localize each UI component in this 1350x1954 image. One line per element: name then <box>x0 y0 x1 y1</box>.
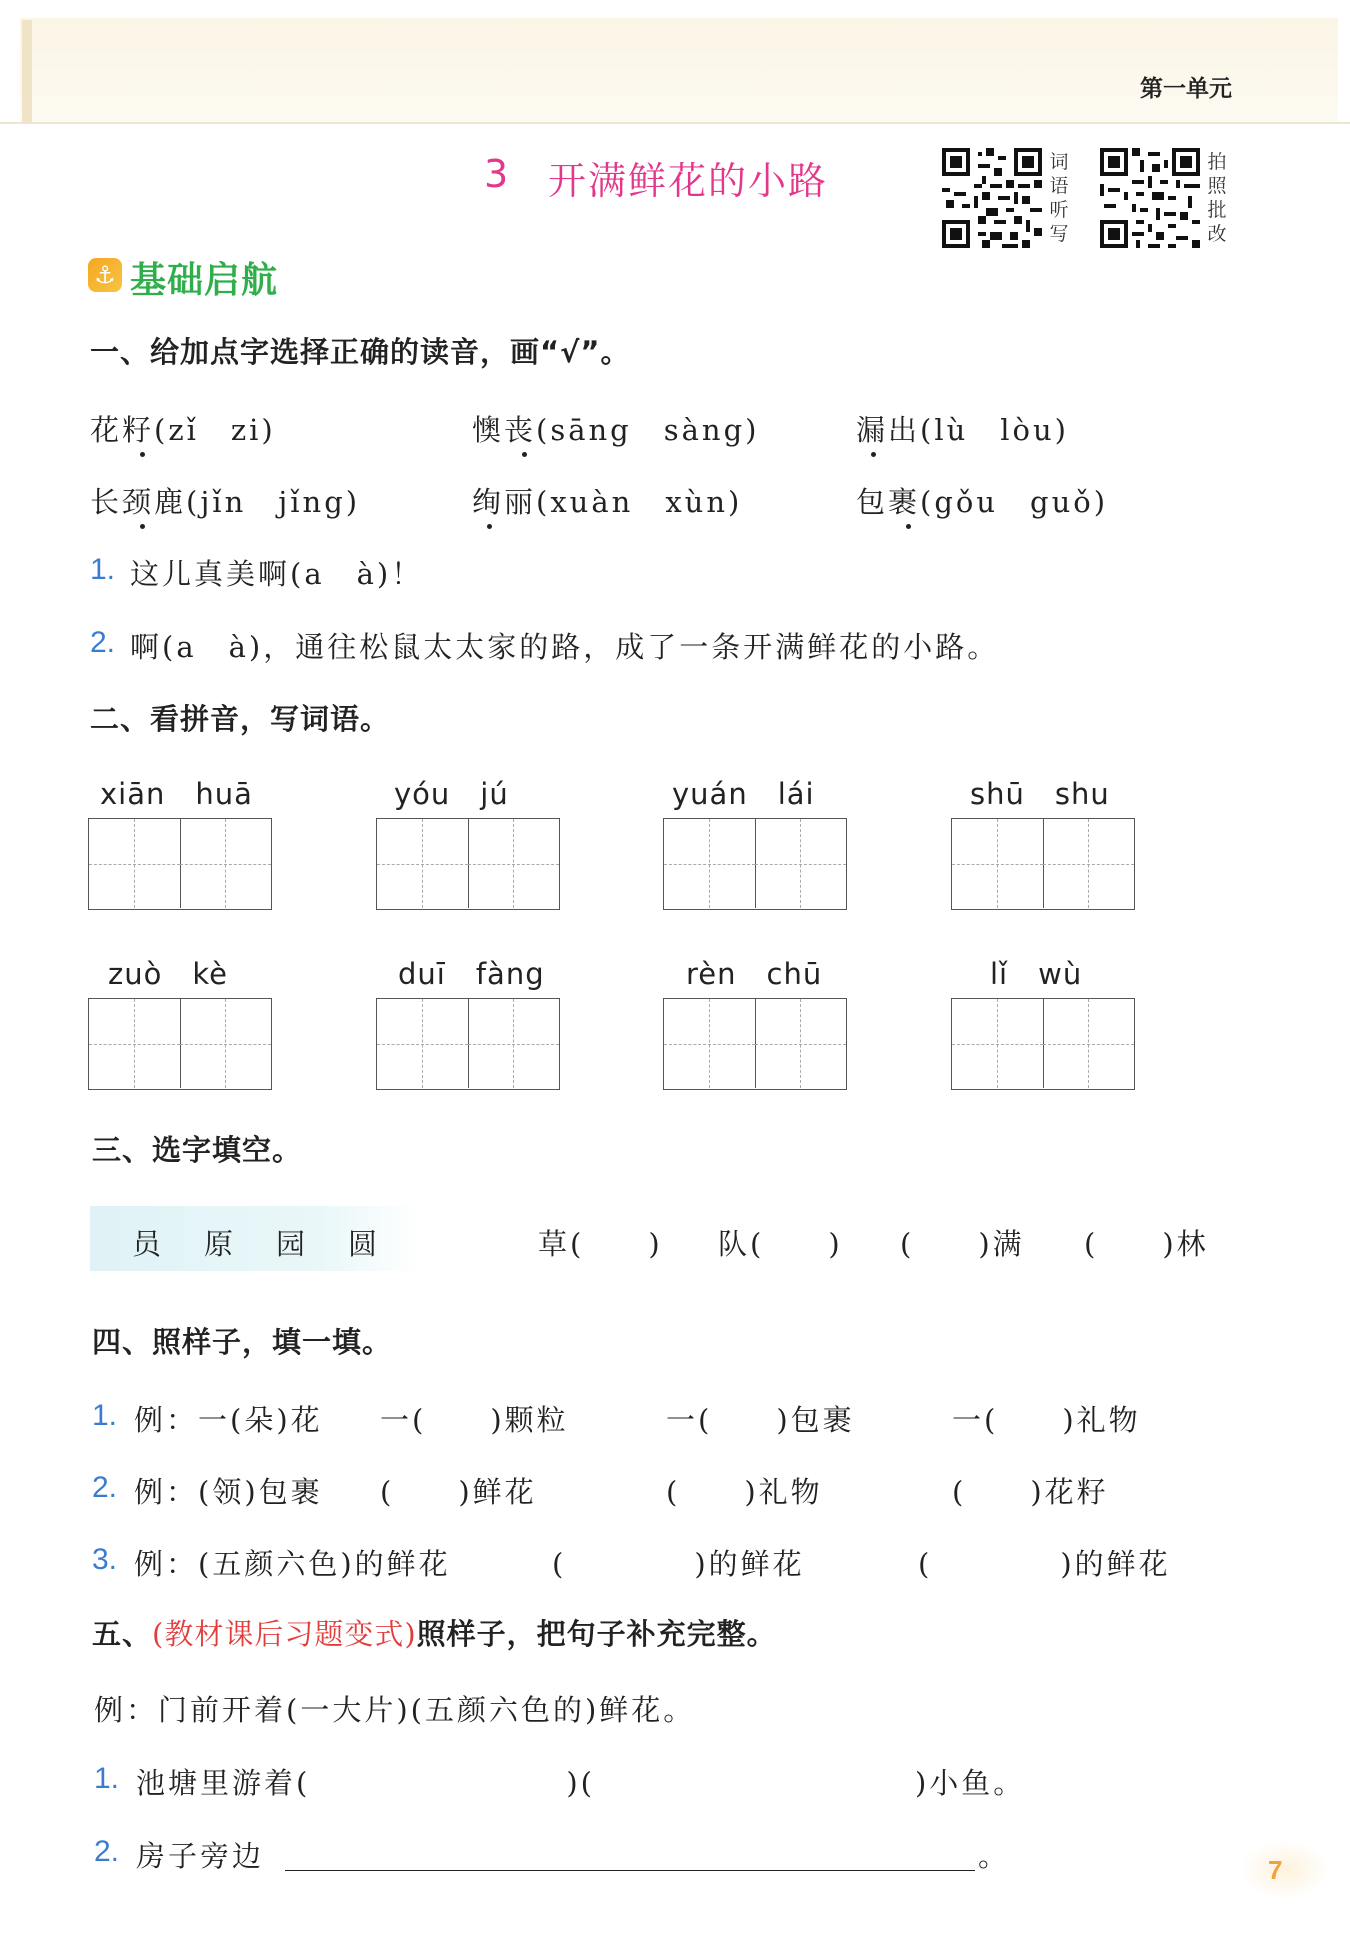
writing-grid[interactable] <box>88 818 272 910</box>
q1-item-louchu: 漏出(lù lòu) <box>856 413 1069 447</box>
q5-sentence-1[interactable]: 池塘里游着( )( )小鱼。 <box>136 1766 1026 1800</box>
q5-example: 例：门前开着(一大片)(五颜六色的)鲜花。 <box>94 1693 696 1727</box>
q1-heading: 一、给加点字选择正确的读音，画“√”。 <box>90 335 631 369</box>
q3-heading: 三、选字填空。 <box>92 1133 303 1167</box>
fill-blank[interactable]: ( )礼物 <box>666 1475 823 1509</box>
pinyin-label: lǐ wù <box>990 957 1083 991</box>
q1-sentence-2: 啊(a à)，通往松鼠太太家的路，成了一条开满鲜花的小路。 <box>130 630 1000 664</box>
q4-item-number: 2. <box>92 1471 118 1504</box>
q1-item-xuanli: 绚丽(xuàn xùn) <box>472 485 743 519</box>
q1-item-number: 2. <box>90 626 116 659</box>
q5-item-number: 2. <box>94 1835 120 1868</box>
choice-char: 园 <box>276 1227 306 1261</box>
writing-grid[interactable] <box>88 998 272 1090</box>
emphasis-dot <box>906 524 911 529</box>
anchor-icon: ⚓ <box>88 258 122 292</box>
emphasis-dot <box>140 524 145 529</box>
section-title: 基础启航 <box>130 260 279 301</box>
qr-code-dictation-icon[interactable] <box>942 148 1042 248</box>
q1-item-number: 1. <box>90 553 116 586</box>
q1-item-baoguo: 包裹(gǒu guǒ) <box>856 485 1109 519</box>
qr-code-photo-grading-icon[interactable] <box>1100 148 1200 248</box>
writing-grid[interactable] <box>951 998 1135 1090</box>
emphasis-dot <box>522 452 527 457</box>
q5-heading-source-tag: (教材课后习题变式) <box>152 1617 417 1651</box>
choice-char: 员 <box>132 1227 162 1261</box>
pinyin-label: xiān huā <box>100 777 253 811</box>
fill-blank[interactable]: ( )的鲜花 <box>552 1547 805 1581</box>
lesson-number: 3 <box>484 152 509 196</box>
choice-char: 圆 <box>348 1227 378 1261</box>
writing-grid[interactable] <box>663 818 847 910</box>
q1-item-aosang: 懊丧(sāng sàng) <box>472 413 760 447</box>
pinyin-label: yóu jú <box>394 777 509 811</box>
pinyin-label: shū shu <box>970 777 1110 811</box>
q5-heading-prefix: 五、 <box>92 1617 153 1651</box>
q5-sentence-2-end: 。 <box>978 1839 1011 1873</box>
emphasis-dot <box>487 524 492 529</box>
q4-heading: 四、照样子，填一填。 <box>92 1325 393 1359</box>
fill-blank[interactable]: 一( )颗粒 <box>380 1403 569 1437</box>
emphasis-dot <box>140 452 145 457</box>
fill-blank[interactable]: ( )满 <box>900 1227 1025 1261</box>
fill-blank[interactable]: 一( )包裹 <box>666 1403 855 1437</box>
fill-blank[interactable]: 一( )礼物 <box>952 1403 1141 1437</box>
unit-label: 第一单元 <box>1140 75 1232 101</box>
writing-grid[interactable] <box>663 998 847 1090</box>
page-number-bg <box>1240 1840 1330 1900</box>
pinyin-label: rèn chū <box>686 957 823 991</box>
fill-blank[interactable]: ( )的鲜花 <box>918 1547 1171 1581</box>
fill-blank[interactable]: ( )鲜花 <box>380 1475 537 1509</box>
qr-label-dictation: 词语听写 <box>1049 151 1069 245</box>
writing-grid[interactable] <box>376 998 560 1090</box>
header-divider <box>0 122 1350 124</box>
fill-blank[interactable]: 草( ) <box>538 1227 663 1261</box>
emphasis-dot <box>871 452 876 457</box>
q2-heading: 二、看拼音，写词语。 <box>90 702 391 736</box>
q5-sentence-2: 房子旁边 <box>136 1839 265 1873</box>
page-number: 7 <box>1268 1855 1283 1885</box>
q4-example: 例：一(朵)花 <box>134 1403 323 1437</box>
answer-line[interactable] <box>285 1870 975 1871</box>
writing-grid[interactable] <box>376 818 560 910</box>
pinyin-label: yuán lái <box>672 777 815 811</box>
q5-heading <box>92 1612 777 1653</box>
choice-char: 原 <box>204 1227 234 1261</box>
q4-item-number: 3. <box>92 1543 118 1576</box>
binding-strip <box>22 20 32 124</box>
fill-blank[interactable]: ( )林 <box>1084 1227 1209 1261</box>
q1-item-changjinglu: 长颈鹿(jǐn jǐng) <box>90 485 361 519</box>
q4-example: 例：(五颜六色)的鲜花 <box>134 1547 451 1581</box>
q5-heading-suffix: 照样子，把句子补充完整。 <box>416 1617 777 1651</box>
writing-grid[interactable] <box>951 818 1135 910</box>
q4-example: 例：(领)包裹 <box>134 1475 323 1509</box>
q1-item-huazi: 花籽(zǐ zi) <box>90 413 276 447</box>
q4-item-number: 1. <box>92 1399 118 1432</box>
fill-blank[interactable]: ( )花籽 <box>952 1475 1109 1509</box>
pinyin-label: zuò kè <box>108 957 228 991</box>
qr-label-photo-grading: 拍照批改 <box>1207 151 1227 245</box>
q1-sentence-1: 这儿真美啊(a à)！ <box>130 557 424 591</box>
pinyin-label: duī fàng <box>398 957 545 991</box>
q5-item-number: 1. <box>94 1762 120 1795</box>
fill-blank[interactable]: 队( ) <box>718 1227 843 1261</box>
lesson-title: 开满鲜花的小路 <box>548 159 829 203</box>
